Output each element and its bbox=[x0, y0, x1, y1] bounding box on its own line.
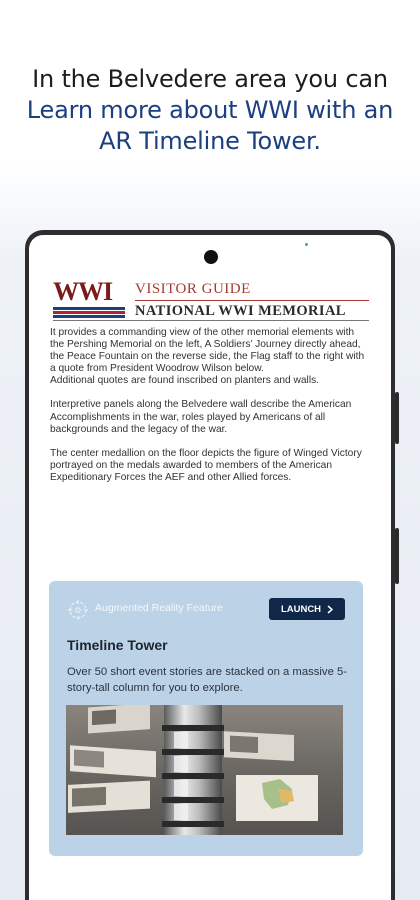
logo-visitor-guide: VISITOR GUIDE bbox=[135, 281, 251, 297]
phone-power-button bbox=[395, 528, 399, 584]
app-screen bbox=[29, 235, 391, 900]
ar-feature-card[interactable] bbox=[49, 581, 363, 856]
camera-indicator bbox=[305, 243, 308, 246]
logo-mark-text: WWI bbox=[53, 277, 113, 306]
paragraph: It provides a commanding view of the other memorial elements with the Pershing Memorial on the left, A Soldiers’ Journey directly ahead, the Peace Fountain on the reverse side, the Flag staff to the right with a quote from President Woodrow Wilson below. Additional quotes are found inscribed on planters and walls. bbox=[50, 327, 365, 387]
ar-card-header bbox=[67, 599, 345, 621]
timeline-tower-image bbox=[66, 705, 343, 835]
ar-card-title: Timeline Tower bbox=[67, 637, 168, 653]
visitor-guide-logo bbox=[53, 277, 369, 321]
logo-memorial-name: NATIONAL WWI MEMORIAL bbox=[135, 303, 346, 319]
phone-frame bbox=[25, 230, 395, 900]
ar-target-icon bbox=[67, 599, 89, 621]
belvedere-description bbox=[50, 327, 370, 496]
ar-card-description: Over 50 short event stories are stacked on a massive 5-story-tall column for you to explore. bbox=[67, 666, 348, 694]
promo-headline bbox=[20, 64, 400, 157]
ar-feature-label: Augmented Reality Feature bbox=[95, 602, 223, 614]
headline-prefix: In the Belvedere area you can bbox=[32, 65, 388, 93]
launch-button[interactable] bbox=[269, 598, 345, 620]
paragraph: The center medallion on the floor depicts the figure of Winged Victory portrayed on the medals awarded to members of the American Expeditionary Forces the AEF and other Allied forces. bbox=[50, 447, 362, 483]
chevron-right-icon bbox=[327, 605, 333, 614]
front-camera bbox=[204, 250, 218, 264]
phone-volume-button bbox=[395, 392, 399, 444]
paragraph: Interpretive panels along the Belvedere wall describe the American Accomplishments in the war, roles played by Americans of all backgrounds and the legacy of the war. bbox=[50, 399, 352, 435]
wwi-logo-mark bbox=[53, 277, 125, 317]
launch-button-label: LAUNCH bbox=[280, 603, 322, 615]
headline-highlight: Learn more about WWI with an AR Timeline Tower. bbox=[26, 96, 394, 155]
